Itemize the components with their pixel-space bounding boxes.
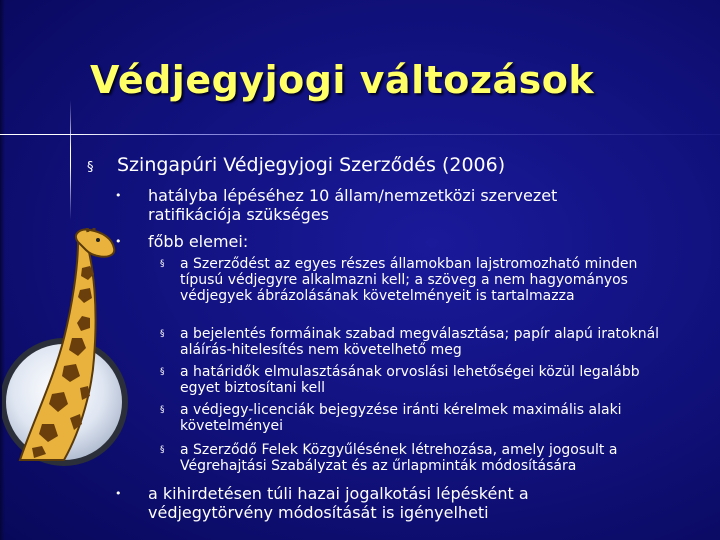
slide-title: Védjegyjogi változások bbox=[90, 58, 595, 102]
bullet-marker: • bbox=[115, 235, 122, 248]
bullet-text: a kihirdetésen túli hazai jogalkotási lépésként a védjegytörvény módosítását is igényelheti bbox=[148, 484, 529, 522]
bullet-text: a bejelentés formáinak szabad megválasztása; papír alapú iratoknál aláírás-hitelesítés nem követelhető meg bbox=[180, 326, 660, 358]
bullet-text: a Szerződést az egyes részes államokban lajstromozható minden típusú védjegyre alkalmazni kell; a szöveg a nem hagyományos védjegyek ábrázolásának követelményeit is tartalmazza bbox=[180, 256, 638, 304]
bullet-text: a védjegy-licenciák bejegyzése iránti kérelmek maximális alaki követelményei bbox=[180, 402, 622, 434]
bullet-text: a Szerződő Felek Közgyűlésének létrehozása, amely jogosult a Végrehajtási Szabályzat és az űrlapminták módosítására bbox=[180, 442, 618, 474]
bullet-marker: § bbox=[87, 160, 94, 175]
bullet-marker: § bbox=[160, 405, 165, 415]
bullet-text: hatályba lépéséhez 10 állam/nemzetközi szervezet ratifikációja szükséges bbox=[148, 186, 558, 224]
bullet-marker: § bbox=[160, 329, 165, 339]
bullet-text: Szingapúri Védjegyjogi Szerződés (2006) bbox=[117, 154, 506, 176]
bullet-text: a határidők elmulasztásának orvoslási lehetőségei közül legalább egyet biztosítani kell bbox=[180, 364, 640, 396]
bullet-marker: § bbox=[160, 259, 165, 269]
bullet-marker: § bbox=[160, 367, 165, 377]
bullet-marker: • bbox=[115, 189, 122, 202]
bullet-marker: § bbox=[160, 445, 165, 455]
bullet-text: főbb elemei: bbox=[148, 232, 249, 251]
bullet-marker: • bbox=[115, 487, 122, 500]
